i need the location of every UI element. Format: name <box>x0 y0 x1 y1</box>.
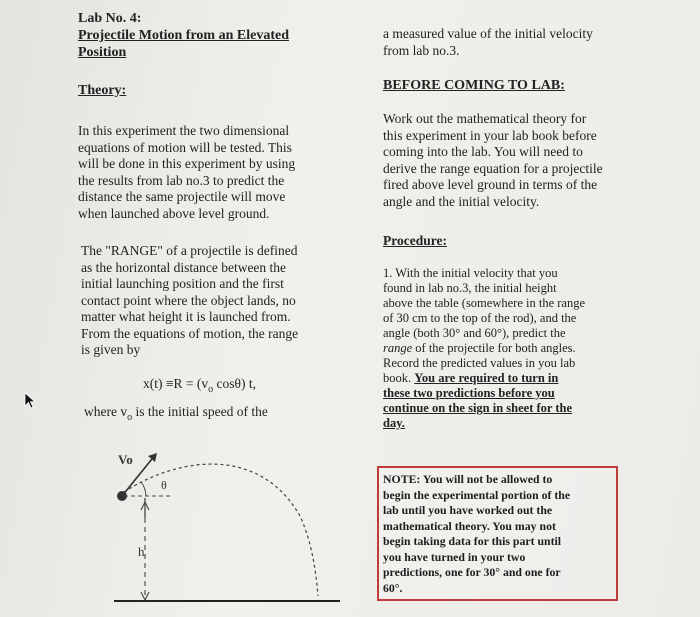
range-word: range <box>383 341 413 355</box>
text-line: when launched above level ground. <box>78 205 270 221</box>
note-line: predictions, one for 30° and one for <box>383 565 561 579</box>
note-line: lab until you have worked out the <box>383 503 553 517</box>
text-line: distance the same projectile will move <box>78 189 286 204</box>
range-rest: of the projectile for both angles. <box>412 341 576 355</box>
text-line: The "RANGE" of a projectile is defined <box>81 243 298 258</box>
velocity-arrowhead-icon <box>148 453 157 462</box>
note-line: 60°. <box>383 580 403 595</box>
angle-arc <box>141 482 146 496</box>
text-line: will be done in this experiment by using <box>78 156 296 171</box>
intro-text <box>383 26 683 59</box>
text-line: found in lab no.3, the initial height <box>383 281 557 295</box>
range-equation <box>143 376 256 395</box>
note-line: mathematical theory. You may not <box>383 518 556 533</box>
text-line: day. <box>383 416 405 430</box>
trajectory-path <box>124 464 318 596</box>
where-right: is the initial speed of the <box>132 404 268 419</box>
mouse-cursor-icon <box>23 392 39 410</box>
theory-paragraph-2 <box>81 243 361 359</box>
text-line: these two predictions before you <box>383 386 555 400</box>
text-line: fired above level ground in terms of the <box>383 177 598 192</box>
text-line: Work out the mathematical theory for <box>383 111 587 126</box>
text-line: In this experiment the two dimensional <box>78 123 290 138</box>
text-line: angle (both 30° and 60°), predict the <box>383 326 566 340</box>
where-line <box>84 404 268 423</box>
text-line: initial launching position and the first <box>81 276 284 291</box>
text-line: a measured value of the initial velocity <box>383 26 593 41</box>
theta-label: θ <box>161 478 167 492</box>
where-left: where v <box>84 404 128 419</box>
text-line: the results from lab no.3 to predict the <box>78 172 285 188</box>
equation-subscript: o <box>208 384 214 395</box>
book-bold: You are required to turn in <box>414 371 559 385</box>
equation-left: x(t) ≡R = (v <box>143 376 209 391</box>
text-line: Record the predicted values in you lab <box>383 356 576 370</box>
before-coming-paragraph <box>383 111 683 210</box>
text-line <box>383 341 683 356</box>
text-line: continue on the sign in sheet for the <box>383 401 573 415</box>
procedure-paragraph <box>383 266 683 431</box>
text-line: From the equations of motion, the range <box>81 325 299 341</box>
note-box <box>377 466 618 601</box>
where-subscript: o <box>127 412 133 423</box>
lab-number: Lab No. 4: <box>78 11 142 26</box>
text-line: as the horizontal distance between the <box>81 259 287 275</box>
note-line: NOTE: You will not be allowed to <box>383 472 553 486</box>
note-line: begin the experimental portion of the <box>383 487 571 502</box>
text-line: matter what height it is launched from. <box>81 309 291 324</box>
theory-heading: Theory: <box>78 83 127 98</box>
text-line: from lab no.3. <box>383 42 460 58</box>
text-line: this experiment in your lab book before <box>383 127 597 143</box>
theory-paragraph-1 <box>78 123 358 222</box>
projectile-diagram <box>100 446 350 614</box>
equation-right: cosθ) t, <box>213 376 256 391</box>
text-line: 1. With the initial velocity that you <box>383 266 558 280</box>
lab-title-line2: Position <box>78 45 127 60</box>
text-line: contact point where the object lands, no <box>81 292 296 308</box>
before-coming-heading: BEFORE COMING TO LAB: <box>383 78 565 93</box>
lab-title-line1: Projectile Motion from an Elevated <box>78 28 289 43</box>
height-label: h <box>138 544 145 559</box>
text-line: above the table (somewhere in the range <box>383 296 585 310</box>
text-line: is given by <box>81 342 141 357</box>
v0-label: Vo <box>118 452 133 467</box>
text-line: of 30 cm to the top of the rod), and the <box>383 311 577 325</box>
text-line: angle and the initial velocity. <box>383 193 540 209</box>
note-line: begin taking data for this part until <box>383 534 562 548</box>
book-plain: book. <box>383 371 415 385</box>
procedure-heading: Procedure: <box>383 233 447 248</box>
text-line <box>383 371 683 386</box>
note-line: you have turned in your two <box>383 549 526 564</box>
text-line: derive the range equation for a projectile <box>383 160 603 176</box>
text-line: coming into the lab. You will need to <box>383 144 583 159</box>
text-line: equations of motion will be tested. This <box>78 139 292 155</box>
